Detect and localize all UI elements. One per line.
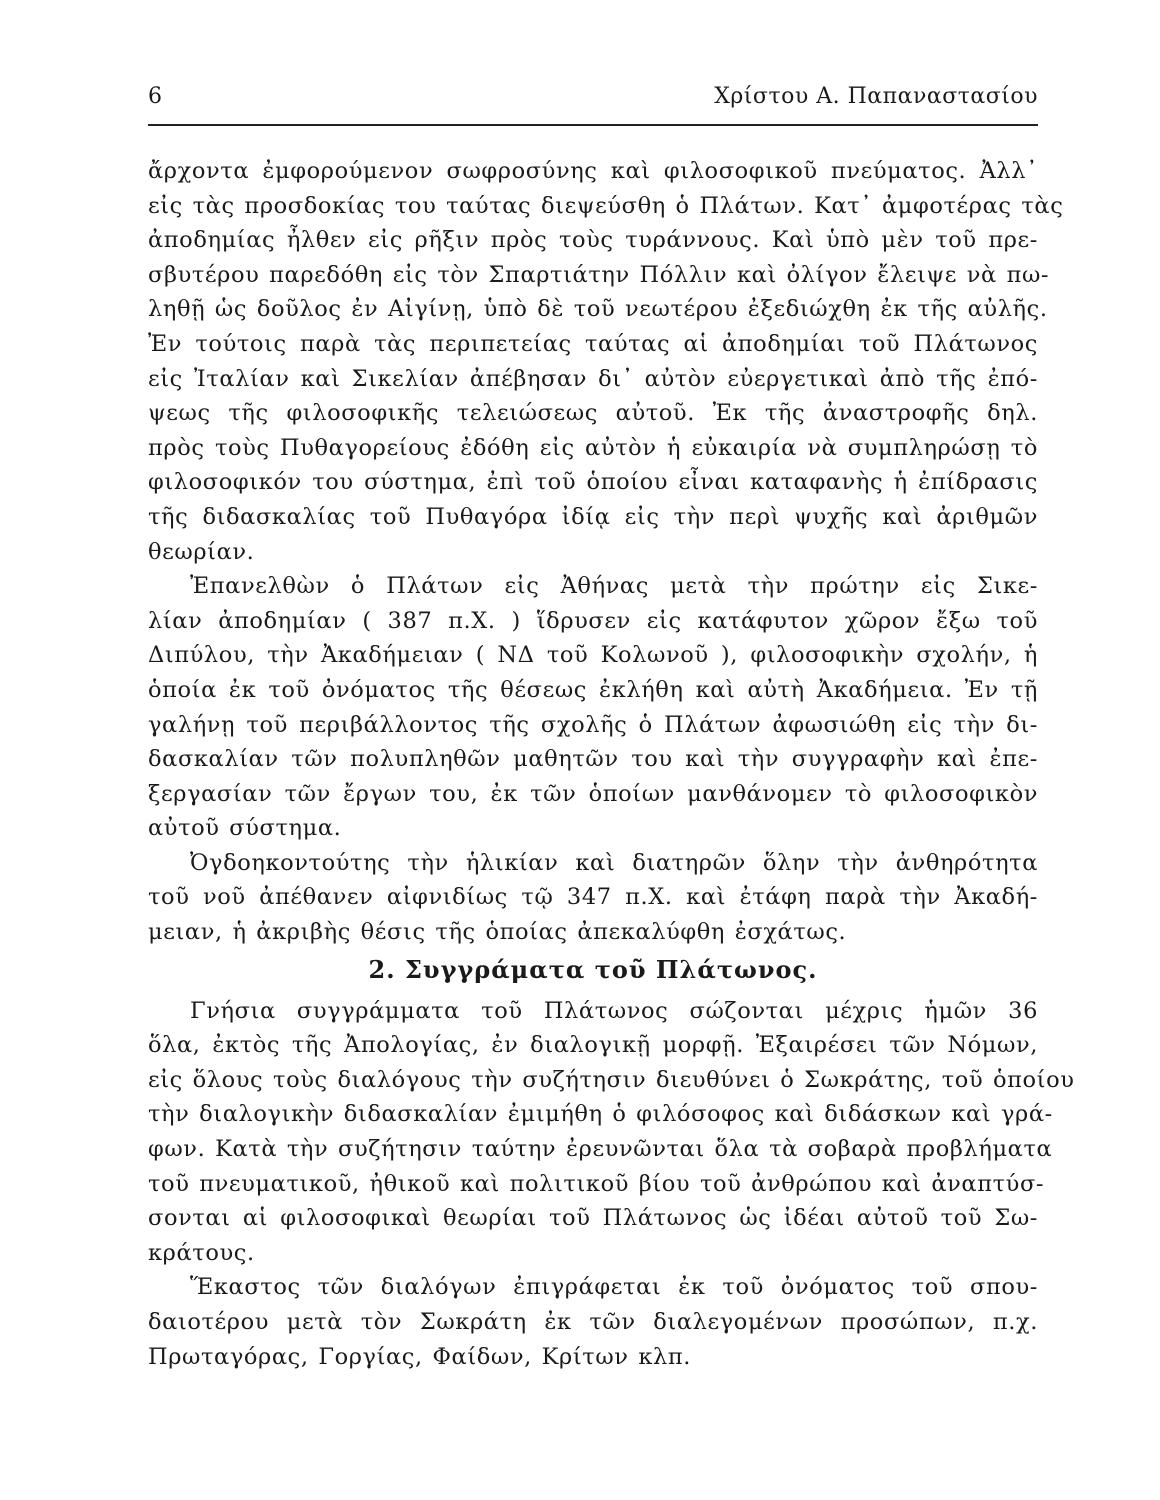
- text-line: κράτους.: [148, 1239, 255, 1266]
- paragraph: [148, 154, 1064, 569]
- text-line: ἀποδημίας ἦλθεν εἰς ρῆξιν πρὸς τοὺς τυράννους. Καὶ ὑπὸ μὲν τοῦ πρε-: [148, 227, 1038, 254]
- text-line: θεωρίαν.: [148, 538, 255, 565]
- text-line: δαιοτέρου μετὰ τὸν Σωκράτη ἐκ τῶν διαλεγομένων προσώπων, π.χ.: [148, 1309, 1038, 1335]
- text-line: φιλοσοφικόν του σύστημα, ἐπὶ τοῦ ὁποίου εἶναι καταφανὴς ἡ ἐπίδρασις: [148, 469, 1038, 496]
- text-line: Διπύλου, τὴν Ἀκαδήμειαν ( ΝΔ τοῦ Κολωνοῦ ), φιλοσοφικὴν σχολήν, ἡ: [148, 642, 1038, 669]
- text-line: Ὀγδοηκοντούτης τὴν ἡλικίαν καὶ διατηρῶν ὅλην τὴν ἀνθηρότητα: [190, 849, 1038, 876]
- page-number: 6: [148, 84, 163, 109]
- text-line: φων. Κατὰ τὴν συζήτησιν ταύτην ἐρευνῶνται ὅλα τὰ σοβαρὰ προβλήματα: [148, 1136, 1053, 1163]
- text-line: ὅλα, ἐκτὸς τῆς Ἀπολογίας, ἐν διαλογικῇ μορφῇ. Ἐξαιρέσει τῶν Νόμων,: [148, 1032, 1038, 1059]
- text-line: σβυτέρου παρεδόθη εἰς τὸν Σπαρτιάτην Πόλλιν καὶ ὀλίγον ἔλειψε νὰ πω-: [148, 261, 1050, 288]
- running-title: Χρίστου Α. Παπαναστασίου: [714, 84, 1038, 109]
- text-line: μειαν, ἡ ἀκριβὴς θέσις τῆς ὁποίας ἀπεκαλύφθη ἐσχάτως.: [148, 919, 847, 946]
- text-line: σονται αἱ φιλοσοφικαὶ θεωρίαι τοῦ Πλάτωνος ὡς ἰδέαι αὐτοῦ τοῦ Σω-: [148, 1205, 1038, 1232]
- text-line: ξεργασίαν τῶν ἔργων του, ἐκ τῶν ὁποίων μανθάνομεν τὸ φιλοσοφικὸν: [148, 780, 1038, 807]
- running-head: [148, 84, 1038, 118]
- body-text: [148, 154, 1075, 1374]
- text-line: δασκαλίαν τῶν πολυπληθῶν μαθητῶν του καὶ τὴν συγγραφὴν καὶ ἐπε-: [148, 746, 1038, 773]
- text-line: εἰς τὰς προσδοκίας του ταύτας διεψεύσθη ὁ Πλάτων. Κατ᾽ ἀμφοτέρας τὰς: [148, 192, 1064, 219]
- text-line: Ἐπανελθὼν ὁ Πλάτων εἰς Ἀθήνας μετὰ τὴν πρώτην εἰς Σικε-: [190, 573, 1038, 600]
- text-line: Γνήσια συγγράμματα τοῦ Πλάτωνος σώζονται μέχρις ἡμῶν 36: [190, 997, 1038, 1024]
- text-line: ὁποία ἐκ τοῦ ὀνόματος τῆς θέσεως ἐκλήθη καὶ αὐτὴ Ἀκαδήμεια. Ἐν τῇ: [148, 676, 1038, 703]
- text-line: τοῦ νοῦ ἀπέθανεν αἰφνιδίως τῷ 347 π.Χ. καὶ ἐτάφη παρὰ τὴν Ἀκαδή-: [148, 884, 1038, 911]
- text-line: αὐτοῦ σύστημα.: [148, 815, 342, 842]
- section-heading: 2. Συγγράματα τοῦ Πλάτωνος.: [368, 954, 818, 984]
- text-line: εἰς Ἰταλίαν καὶ Σικελίαν ἀπέβησαν δι᾽ αὐτὸν εὐεργετικαὶ ἀπὸ τῆς ἐπό-: [148, 365, 1038, 392]
- text-line: ψεως τῆς φιλοσοφικῆς τελειώσεως αὐτοῦ. Ἐκ τῆς ἀναστροφῆς δηλ.: [148, 400, 1038, 427]
- text-line: τῆς διδασκαλίας τοῦ Πυθαγόρα ἰδίᾳ εἰς τὴν περὶ ψυχῆς καὶ ἀριθμῶν: [148, 503, 1038, 530]
- text-line: γαλήνῃ τοῦ περιβάλλοντος τῆς σχολῆς ὁ Πλάτων ἀφωσιώθη εἰς τὴν δι-: [148, 711, 1038, 738]
- paragraph: [148, 1270, 1038, 1374]
- book-page: [148, 84, 1075, 1370]
- header-rule: [148, 124, 1038, 126]
- text-line: ἄρχοντα ἐμφορούμενον σωφροσύνης καὶ φιλοσοφικοῦ πνεύματος. Ἀλλ᾽: [148, 158, 1038, 184]
- text-line: Ἐν τούτοις παρὰ τὰς περιπετείας ταύτας αἱ ἀποδημίαι τοῦ Πλάτωνος: [148, 330, 1038, 357]
- text-line: ληθῇ ὡς δοῦλος ἐν Αἰγίνῃ, ὑπὸ δὲ τοῦ νεωτέρου ἐξεδιώχθη ἐκ τῆς αὐλῆς.: [148, 296, 1048, 323]
- text-line: τοῦ πνευματικοῦ, ἠθικοῦ καὶ πολιτικοῦ βίου τοῦ ἀνθρώπου καὶ ἀναπτύσ-: [148, 1170, 1045, 1197]
- text-line: πρὸς τοὺς Πυθαγορείους ἐδόθη εἰς αὐτὸν ἡ εὐκαιρία νὰ συμπληρώσῃ τὸ: [148, 434, 1038, 461]
- paragraph: [148, 994, 1075, 1271]
- text-line: Πρωταγόρας, Γοργίας, Φαίδων, Κρίτων κλπ.: [148, 1343, 691, 1370]
- text-line: Ἕκαστος τῶν διαλόγων ἐπιγράφεται ἐκ τοῦ ὀνόματος τοῦ σπου-: [190, 1274, 1038, 1301]
- text-line: εἰς ὅλους τοὺς διαλόγους τὴν συζήτησιν διευθύνει ὁ Σωκράτης, τοῦ ὁποίου: [148, 1066, 1075, 1093]
- paragraph: [148, 846, 1038, 950]
- text-line: τὴν διαλογικὴν διδασκαλίαν ἐμιμήθη ὁ φιλόσοφος καὶ διδάσκων καὶ γρά-: [148, 1101, 1053, 1128]
- paragraph: [148, 569, 1038, 846]
- text-line: λίαν ἀποδημίαν ( 387 π.Χ. ) ἵδρυσεν εἰς κατάφυτον χῶρον ἔξω τοῦ: [148, 607, 1038, 634]
